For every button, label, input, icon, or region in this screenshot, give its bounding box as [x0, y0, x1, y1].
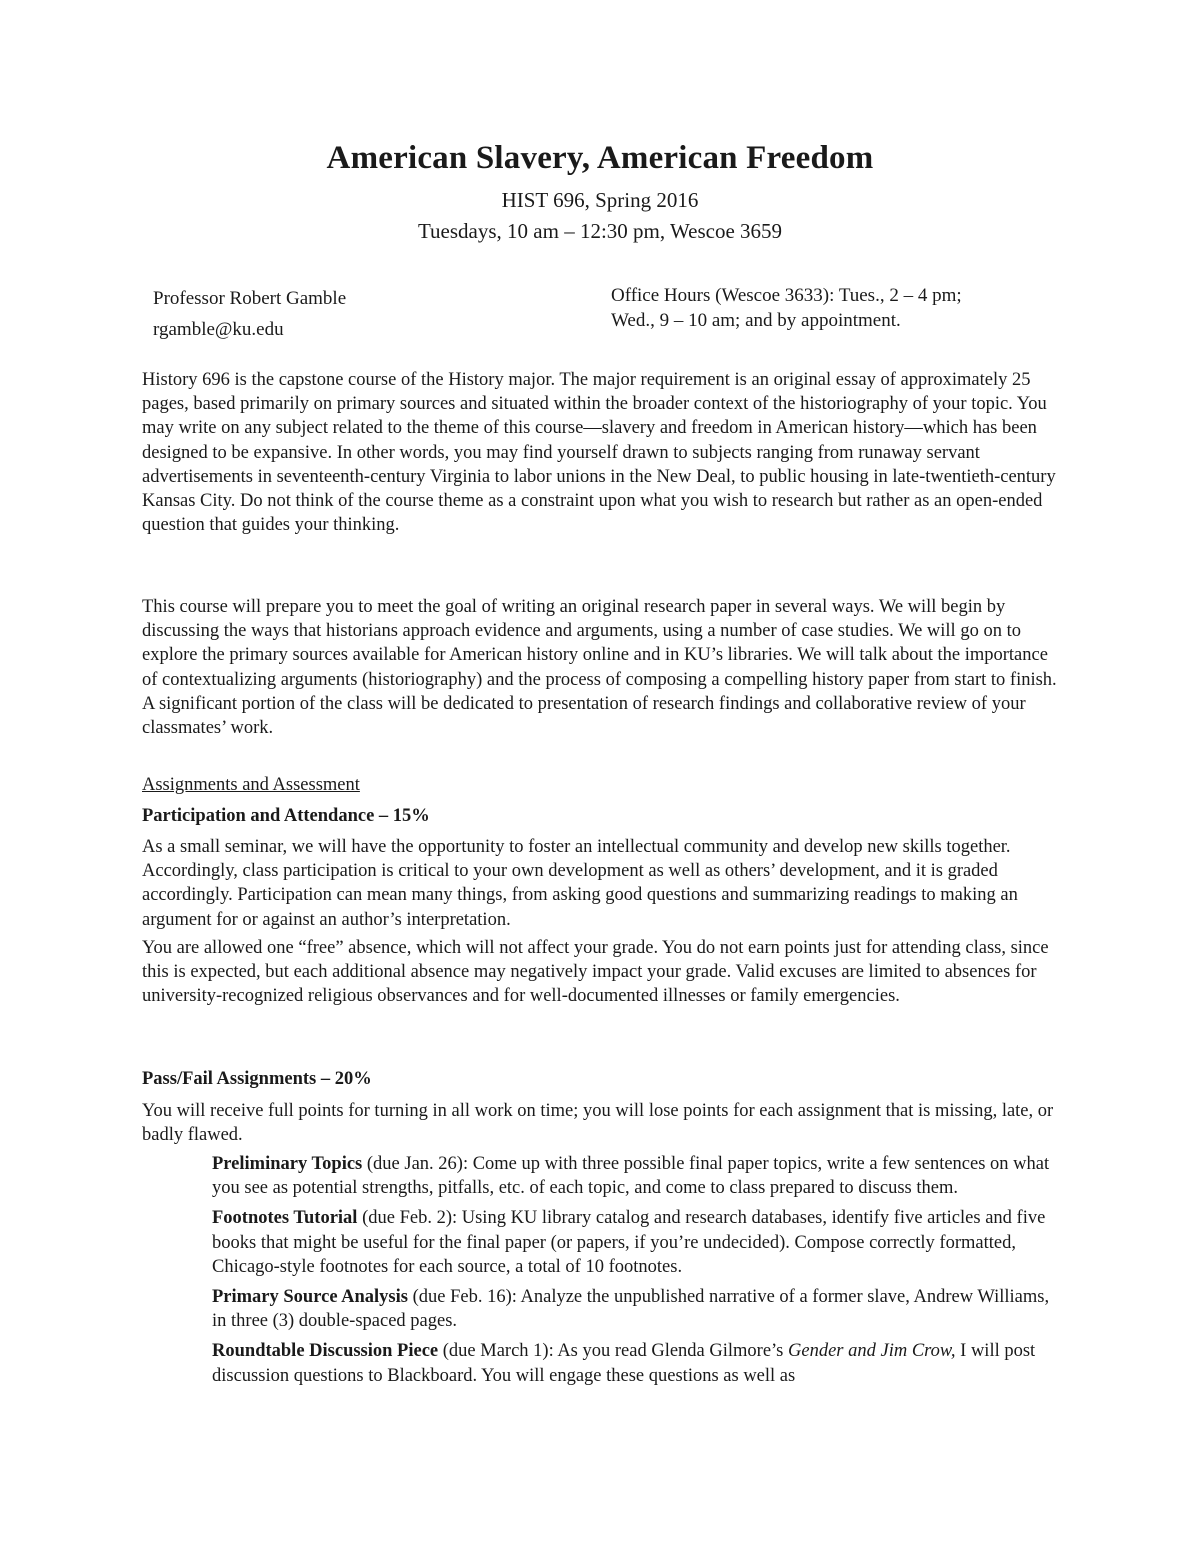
assignment-item	[212, 1152, 1062, 1200]
office-hours	[611, 283, 1071, 333]
assignment-list	[212, 1152, 1062, 1394]
assignment-description: (due Feb. 2): Using KU library catalog and research databases, identify five articles and five books that might be useful for the final paper (or papers, if you’re undecided). Compose correctly formatted, Chicago-style footnotes for each source, a total of 10 footnotes.	[212, 1208, 1046, 1277]
office-hours-line-1: Office Hours (Wescoe 3633): Tues., 2 – 4 pm;	[611, 285, 962, 306]
passfail-paragraph: You will receive full points for turning in all work on time; you will lose points for each assignment that is missing, late, or badly flawed.	[142, 1101, 1054, 1146]
assignment-title: Preliminary Topics	[212, 1154, 363, 1174]
professor-name: Professor Robert Gamble	[153, 288, 347, 309]
participation-paragraph-1: As a small seminar, we will have the opportunity to foster an intellectual community and develop new skills together. Accordingly, class participation is critical to your own development as well as others’ development, and it is graded accordingly. Participation can mean many things, from asking good questions and summarizing readings to making an argument for or against an author’s interpretation.	[142, 837, 1018, 930]
assignment-title: Primary Source Analysis	[212, 1287, 408, 1308]
participation-paragraph-2: You are allowed one “free” absence, which will not affect your grade. You do not earn points just for attending class, since this is expected, but each additional absence may negatively impact your grade. Valid excuses are limited to absences for university-recognized religious observances and for well-documented illnesses or family emergencies.	[142, 938, 1049, 1007]
assignment-description: (due March 1): As you read Glenda Gilmore’s	[438, 1341, 789, 1362]
office-hours-line-2: Wed., 9 – 10 am; and by appointment.	[611, 310, 901, 331]
instructor-contact	[153, 283, 346, 345]
assignment-item	[212, 1285, 1062, 1333]
participation-heading: Participation and Attendance – 15%	[142, 806, 430, 826]
assignment-description-continued: I will post discussion questions to Blackboard. You will engage these questions as well as	[212, 1341, 1036, 1386]
course-title: American Slavery, American Freedom	[326, 140, 874, 176]
assessment-heading: Assignments and Assessment	[142, 775, 360, 795]
assignment-item	[212, 1339, 1062, 1387]
passfail-heading: Pass/Fail Assignments – 20%	[142, 1069, 372, 1089]
professor-email: rgamble@ku.edu	[153, 319, 284, 340]
intro-paragraph-1: History 696 is the capstone course of the History major. The major requirement is an original essay of approximately 25 pages, based primarily on primary sources and situated within the broader context of the historiography of your topic. You may write on any subject related to the theme of this course—slavery and freedom in American history—which has been designed to be expansive. In other words, you may find yourself drawn to subjects ranging from runaway servant advertisements in seventeenth-century Virginia to labor unions in the New Deal, to public housing in late-twentieth-century Kansas City. Do not think of the course theme as a constraint upon what you wish to research but rather as an open-ended question that guides your thinking.	[142, 370, 1056, 536]
assignment-title: Roundtable Discussion Piece	[212, 1341, 439, 1362]
assignment-description: (due Jan. 26): Come up with three possible final paper topics, write a few sentences on what you see as potential strengths, pitfalls, etc. of each topic, and come to class prepared to discuss them.	[212, 1154, 1050, 1199]
course-number: HIST 696, Spring 2016	[501, 188, 699, 212]
assignment-description: (due Feb. 16): Analyze the unpublished narrative of a former slave, Andrew Williams, in three (3) double-spaced pages.	[212, 1287, 1050, 1332]
meeting-time: Tuesdays, 10 am – 12:30 pm, Wescoe 3659	[417, 219, 783, 243]
book-title: Gender and Jim Crow,	[788, 1341, 956, 1362]
intro-paragraph-2: This course will prepare you to meet the goal of writing an original research paper in several ways. We will begin by discussing the ways that historians approach evidence and arguments, using a number of case studies. We will go on to explore the primary sources available for American history online and in KU’s libraries. We will talk about the importance of contextualizing arguments (historiography) and the process of composing a compelling history paper from start to finish. A significant portion of the class will be dedicated to presentation of research findings and collaborative review of your classmates’ work.	[142, 597, 1057, 739]
assignment-item	[212, 1206, 1062, 1279]
assignment-title: Footnotes Tutorial	[212, 1208, 358, 1229]
